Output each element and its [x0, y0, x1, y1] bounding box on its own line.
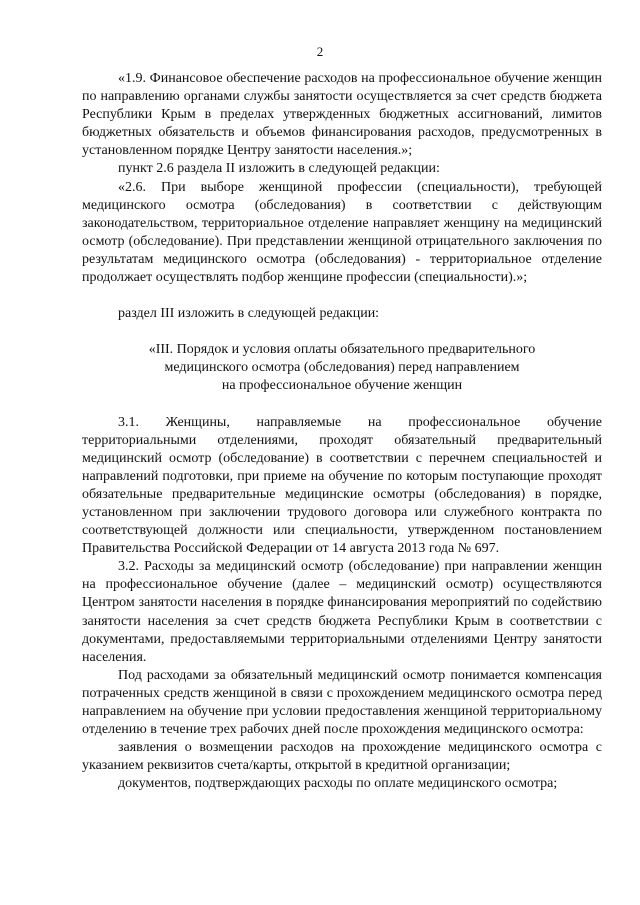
- paragraph-3-1: 3.1. Женщины, направляемые на профессиональное обучение территориальными отделениями, проходят обязательный предварительный медицинский осмотр (обследование) в соответствии с перечнем специальностей и направлений подготовки, при приеме на обучение по которым поступающие проходят обязательные предварительные медицинские осмотры (обследования) в порядке, установленном при заключении трудового договора или служебного контракта по соответствующей должности или специальности, утвержденном постановлением Правительства Российской Федерации от 14 августа 2013 года № 697.: [82, 414, 602, 557]
- heading-line-2: медицинского осмотра (обследования) перед направлением: [164, 360, 520, 376]
- heading-line-3: на профессиональное обучение женщин: [221, 378, 463, 394]
- page-number: 2: [316, 44, 324, 59]
- spacer: [82, 287, 602, 305]
- paragraph-3-2: 3.2. Расходы за медицинский осмотр (обследование) при направлении женщин на профессиональное обучение (далее – медицинский осмотр) осуществляются Центром занятости населения в порядке финансирования мероприятий по содействию занятости населения за счет средств бюджета Республики Крым в соответствии с документами, предоставляемыми территориальными отделениями Центру занятости населения.: [82, 559, 602, 665]
- section-3-heading: [82, 341, 602, 395]
- paragraph-expenses-definition: Под расходами за обязательный медицинский осмотр понимается компенсация потраченных средств женщиной в связи с прохождением медицинского осмотра перед направлением на обучение при условии предоставления женщиной территориальному отделению в течение трех рабочих дней после прохождения медицинского осмотра:: [82, 667, 602, 738]
- paragraph-documents: документов, подтверждающих расходы по оплате медицинского осмотра;: [118, 776, 558, 792]
- spacer: [82, 323, 602, 341]
- document-body: [82, 70, 602, 793]
- spacer: [82, 396, 602, 414]
- heading-line-1: «III. Порядок и условия оплаты обязательного предварительного: [148, 342, 536, 358]
- paragraph-2-6: «2.6. При выборе женщиной профессии (специальности), требующей медицинского осмотра (обследования) в соответствии с действующим законодательством, территориальное отделение направляет женщину на медицинский осмотр (обследование). При представлении женщиной отрицательного заключения по результатам медицинского осмотра (обследования) - территориальное отделение продолжает осуществлять подбор женщине профессии (специальности).»;: [82, 179, 602, 286]
- paragraph-amend-section-3: раздел III изложить в следующей редакции:: [118, 306, 380, 322]
- paragraph-1-9: «1.9. Финансовое обеспечение расходов на профессиональное обучение женщин по направлению органами службы занятости осуществляется за счет средств бюджета Республики Крым в пределах утвержденных бюджетных ассигнований, лимитов бюджетных обязательств и объемов финансирования расходов, предусмотренных в установленном порядке Центру занятости населения.»;: [82, 71, 602, 159]
- paragraph-application: заявления о возмещении расходов на прохождение медицинского осмотра с указанием реквизитов счета/карты, открытой в кредитной организации;: [82, 740, 602, 774]
- paragraph-amend-2-6: пункт 2.6 раздела II изложить в следующей редакции:: [118, 161, 440, 177]
